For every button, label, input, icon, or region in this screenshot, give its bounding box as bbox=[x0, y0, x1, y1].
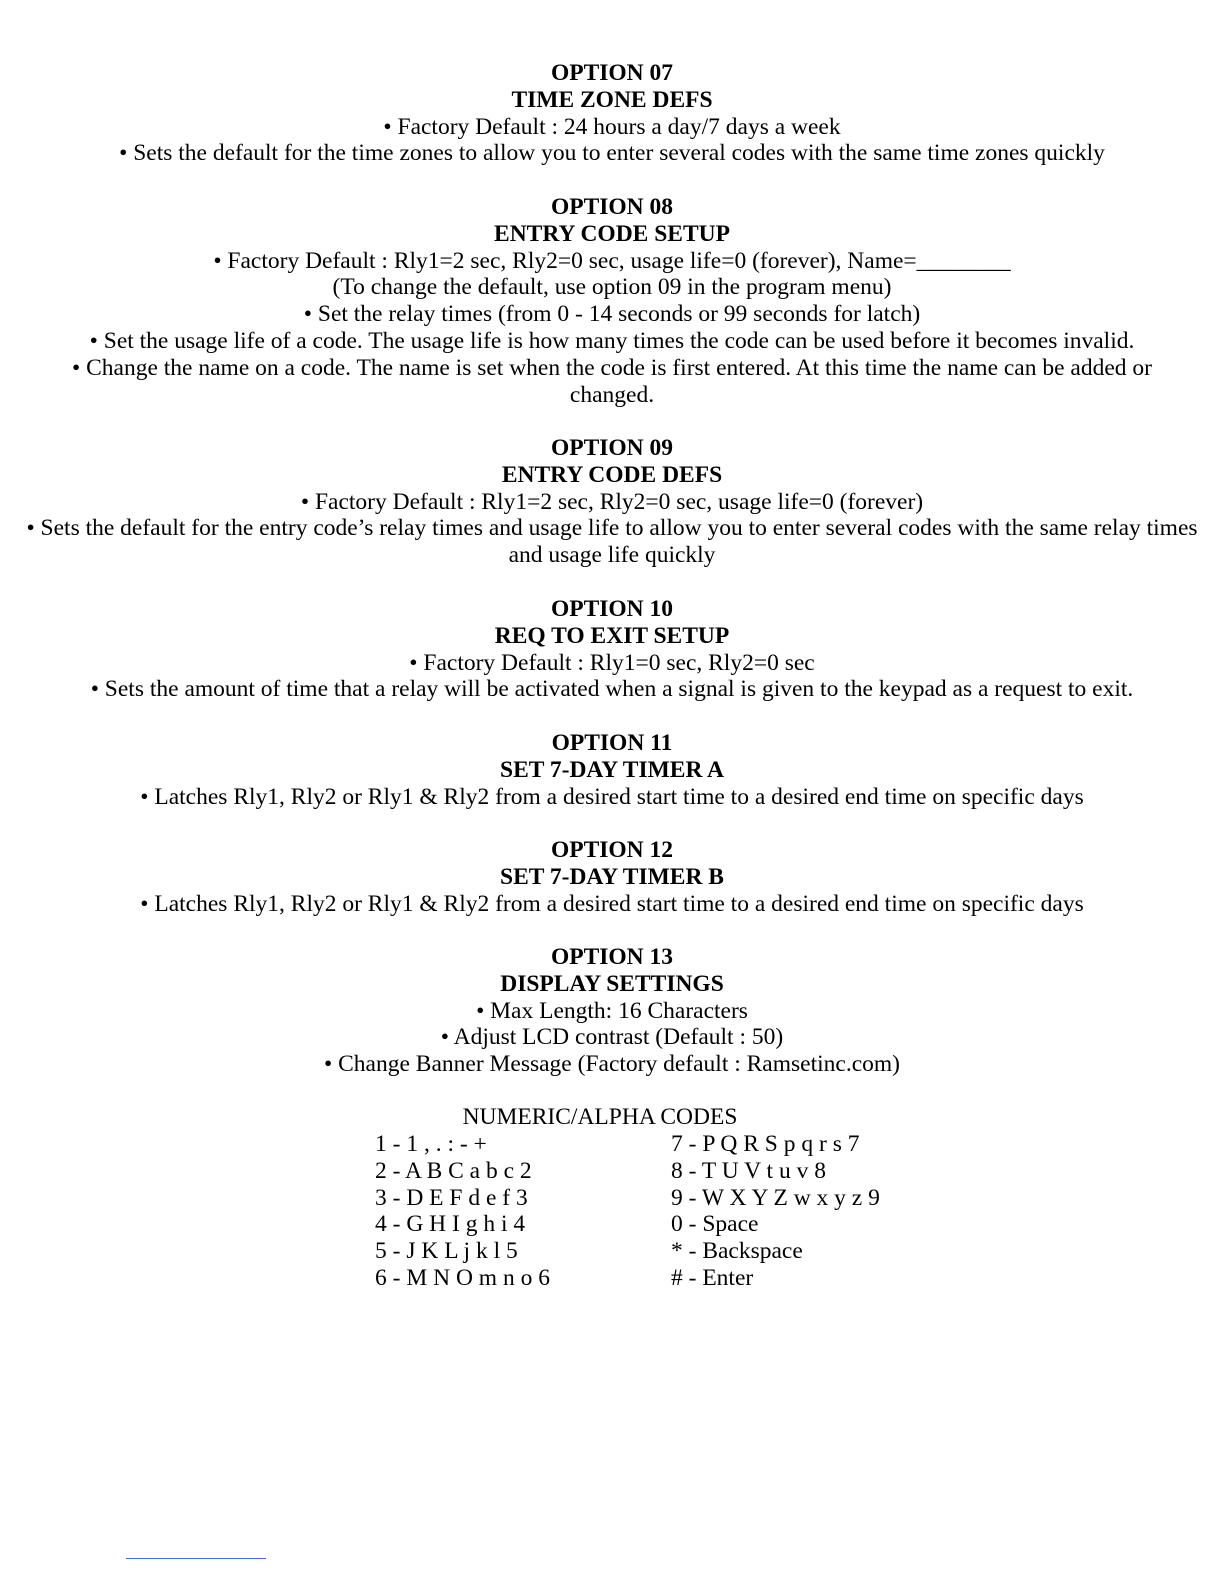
option-line: • Factory Default : 24 hours a day/7 days a week bbox=[383, 113, 841, 140]
option-line: • Max Length: 16 Characters bbox=[476, 997, 748, 1024]
option-title: DISPLAY SETTINGS bbox=[500, 970, 724, 997]
code-entry: 9 - W X Y Z w x y z 9 bbox=[671, 1184, 880, 1211]
option-line: • Change Banner Message (Factory default : Ramsetinc.com) bbox=[324, 1051, 900, 1078]
code-entry: 4 - G H I g h i 4 bbox=[375, 1211, 526, 1238]
option-number: OPTION 11 bbox=[551, 730, 673, 756]
option-09-section bbox=[0, 435, 1224, 569]
option-line: • Factory Default : Rly1=2 sec, Rly2=0 sec, usage life=0 (forever), Name=________ bbox=[213, 247, 1011, 274]
option-line: • Set the usage life of a code. The usage life is how many times the code can be used before it becomes invalid. bbox=[89, 327, 1135, 354]
code-entry: 1 - 1 , . : - + bbox=[375, 1131, 487, 1157]
code-entry: 0 - Space bbox=[671, 1211, 759, 1238]
option-title: SET 7-DAY TIMER B bbox=[500, 863, 724, 890]
option-line: • Sets the default for the entry code’s relay times and usage life to allow you to enter several codes with the same relay times and usage life quickly bbox=[26, 515, 1198, 569]
option-line: • Latches Rly1, Rly2 or Rly1 & Rly2 from a desired start time to a desired end time on specific days bbox=[140, 783, 1084, 810]
code-entry: 3 - D E F d e f 3 bbox=[375, 1184, 528, 1211]
option-number: OPTION 09 bbox=[550, 435, 674, 461]
code-entry: # - Enter bbox=[671, 1264, 754, 1291]
code-entry: 6 - M N O m n o 6 bbox=[375, 1264, 550, 1291]
option-title: ENTRY CODE DEFS bbox=[501, 461, 723, 488]
option-number: OPTION 13 bbox=[550, 944, 674, 970]
code-entry: * - Backspace bbox=[671, 1238, 803, 1265]
option-13-section bbox=[0, 944, 1224, 1078]
option-08-section bbox=[0, 194, 1224, 408]
option-line: • Factory Default : Rly1=2 sec, Rly2=0 sec, usage life=0 (forever) bbox=[300, 488, 924, 515]
option-12-section bbox=[0, 837, 1224, 917]
option-line: • Latches Rly1, Rly2 or Rly1 & Rly2 from a desired start time to a desired end time on specific days bbox=[140, 890, 1084, 917]
option-11-section bbox=[0, 730, 1224, 810]
code-entry: 8 - T U V t u v 8 bbox=[671, 1157, 826, 1184]
option-line: • Set the relay times (from 0 - 14 seconds or 99 seconds for latch) bbox=[303, 301, 921, 328]
codes-title: NUMERIC/ALPHA CODES bbox=[462, 1104, 738, 1130]
code-entry: 2 - A B C a b c 2 bbox=[375, 1157, 532, 1184]
option-number: OPTION 12 bbox=[550, 837, 674, 863]
option-title: TIME ZONE DEFS bbox=[511, 86, 713, 113]
option-title: REQ TO EXIT SETUP bbox=[494, 622, 730, 649]
option-10-section bbox=[0, 596, 1224, 703]
code-entry: 7 - P Q R S p q r s 7 bbox=[671, 1131, 860, 1157]
option-line: • Sets the default for the time zones to allow you to enter several codes with the same time zones quickly bbox=[119, 140, 1105, 167]
option-line: • Change the name on a code. The name is set when the code is first entered. At this time the name can be added or changed. bbox=[72, 354, 1152, 408]
option-title: ENTRY CODE SETUP bbox=[494, 220, 730, 247]
option-07-section bbox=[0, 60, 1224, 167]
option-line: (To change the default, use option 09 in the program menu) bbox=[332, 274, 892, 301]
option-title: SET 7-DAY TIMER A bbox=[500, 756, 724, 783]
option-number: OPTION 08 bbox=[550, 194, 674, 220]
codes-left-column bbox=[375, 1131, 550, 1292]
code-entry: 5 - J K L j k l 5 bbox=[375, 1238, 518, 1265]
option-line: • Sets the amount of time that a relay will be activated when a signal is given to the keypad as a request to exit. bbox=[90, 676, 1134, 703]
codes-right-column bbox=[671, 1131, 880, 1292]
option-number: OPTION 07 bbox=[550, 60, 674, 86]
option-line: • Factory Default : Rly1=0 sec, Rly2=0 sec bbox=[409, 649, 815, 676]
option-number: OPTION 10 bbox=[550, 596, 674, 622]
option-line: • Adjust LCD contrast (Default : 50) bbox=[440, 1024, 784, 1051]
footnote-separator bbox=[126, 1558, 266, 1559]
